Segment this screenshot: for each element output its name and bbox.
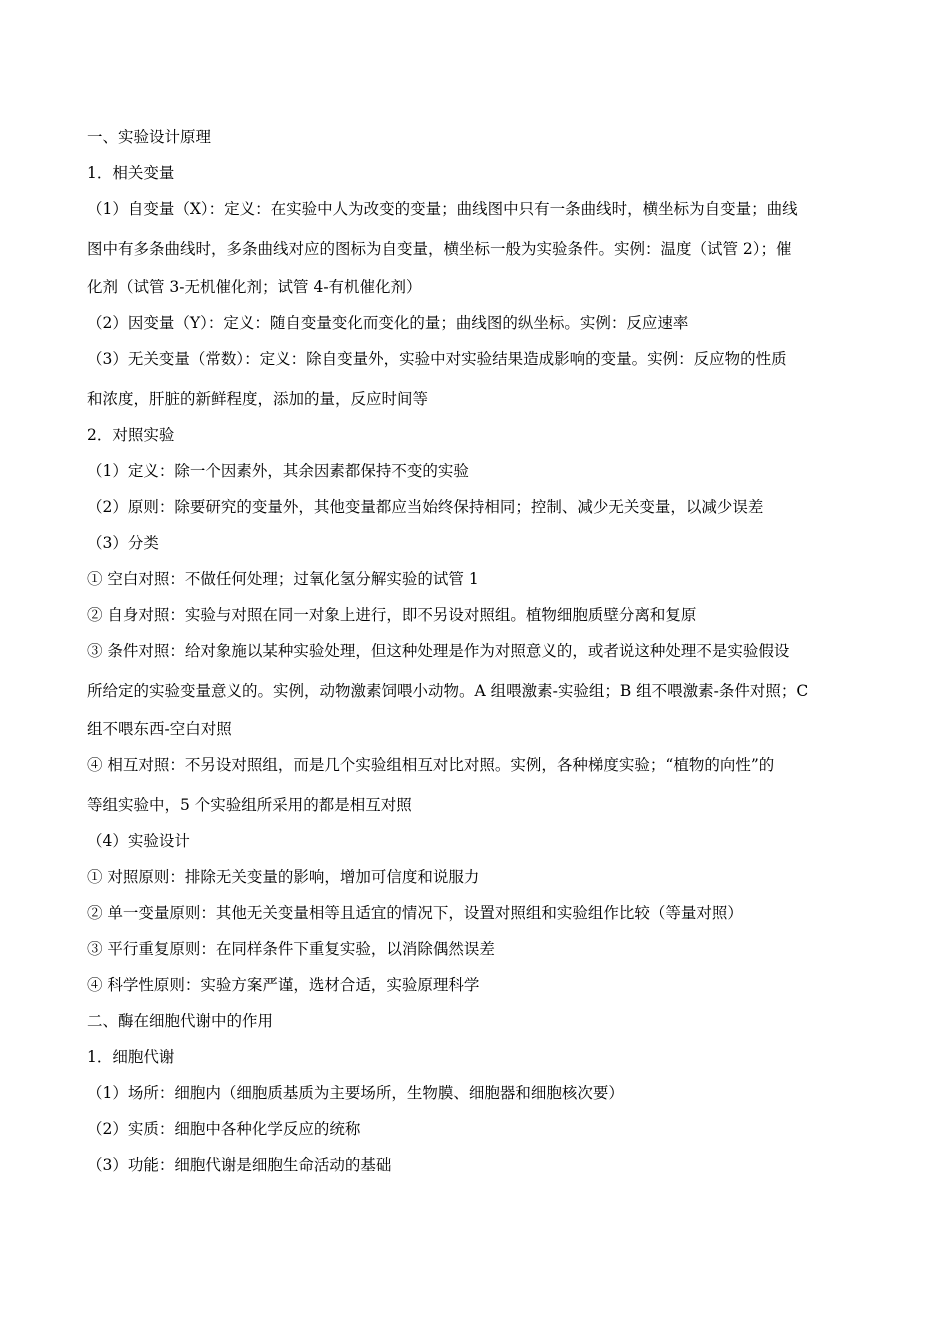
paragraph-line: （2）原则：除要研究的变量外，其他变量都应当始终保持相同；控制、减少无关变量，以减少误差 [87,498,764,516]
list-item: 组不喂东西-空白对照 [87,720,232,738]
paragraph-line: （4）实验设计 [87,832,190,850]
list-item: ① 空白对照：不做任何处理；过氧化氢分解实验的试管 1 [87,570,479,588]
paragraph-line: 和浓度，肝脏的新鲜程度，添加的量，反应时间等 [87,390,429,408]
paragraph-line: （1）自变量（X）：定义：在实验中人为改变的变量；曲线图中只有一条曲线时，横坐标为自变量；曲线 [87,200,798,218]
paragraph-line: （2）实质：细胞中各种化学反应的统称 [87,1120,361,1138]
subsection-heading: 2．对照实验 [87,426,175,444]
list-item: ② 自身对照：实验与对照在同一对象上进行，即不另设对照组。植物细胞质壁分离和复原 [87,606,697,624]
list-item: ③ 条件对照：给对象施以某种实验处理，但这种处理是作为对照意义的，或者说这种处理不是实验假设 [87,642,790,660]
section-heading: 二、酶在细胞代谢中的作用 [87,1012,274,1030]
list-item: 所给定的实验变量意义的。实例，动物激素饲喂小动物。A 组喂激素-实验组；B 组不喂激素-条件对照；C [87,682,809,700]
list-item: ③ 平行重复原则：在同样条件下重复实验，以消除偶然误差 [87,940,495,958]
paragraph-line: （1）定义：除一个因素外，其余因素都保持不变的实验 [87,462,469,480]
paragraph-line: （2）因变量（Y）：定义：随自变量变化而变化的量；曲线图的纵坐标。实例：反应速率 [87,314,689,332]
paragraph-line: 化剂（试管 3-无机催化剂；试管 4-有机催化剂） [87,278,422,296]
paragraph-line: （3）分类 [87,534,159,552]
subsection-heading: 1．相关变量 [87,164,175,182]
list-item: ④ 相互对照：不另设对照组，而是几个实验组相互对比对照。实例，各种梯度实验；“植物的向性”的 [87,756,775,774]
list-item: 等组实验中，5 个实验组所采用的都是相互对照 [87,796,412,814]
list-item: ④ 科学性原则：实验方案严谨，选材合适，实验原理科学 [87,976,480,994]
list-item: ② 单一变量原则：其他无关变量相等且适宜的情况下，设置对照组和实验组作比较（等量对照） [87,904,743,922]
document-body [87,126,867,1190]
paragraph-line: （3）无关变量（常数）：定义：除自变量外，实验中对实验结果造成影响的变量。实例：反应物的性质 [87,350,787,368]
paragraph-line: （1）场所：细胞内（细胞质基质为主要场所，生物膜、细胞器和细胞核次要） [87,1084,624,1102]
paragraph-line: （3）功能：细胞代谢是细胞生命活动的基础 [87,1156,392,1174]
subsection-heading: 1．细胞代谢 [87,1048,175,1066]
section-heading: 一、实验设计原理 [87,128,212,146]
list-item: ① 对照原则：排除无关变量的影响，增加可信度和说服力 [87,868,480,886]
paragraph-line: 图中有多条曲线时，多条曲线对应的图标为自变量，横坐标一般为实验条件。实例：温度（试管 2）；催 [87,240,792,258]
